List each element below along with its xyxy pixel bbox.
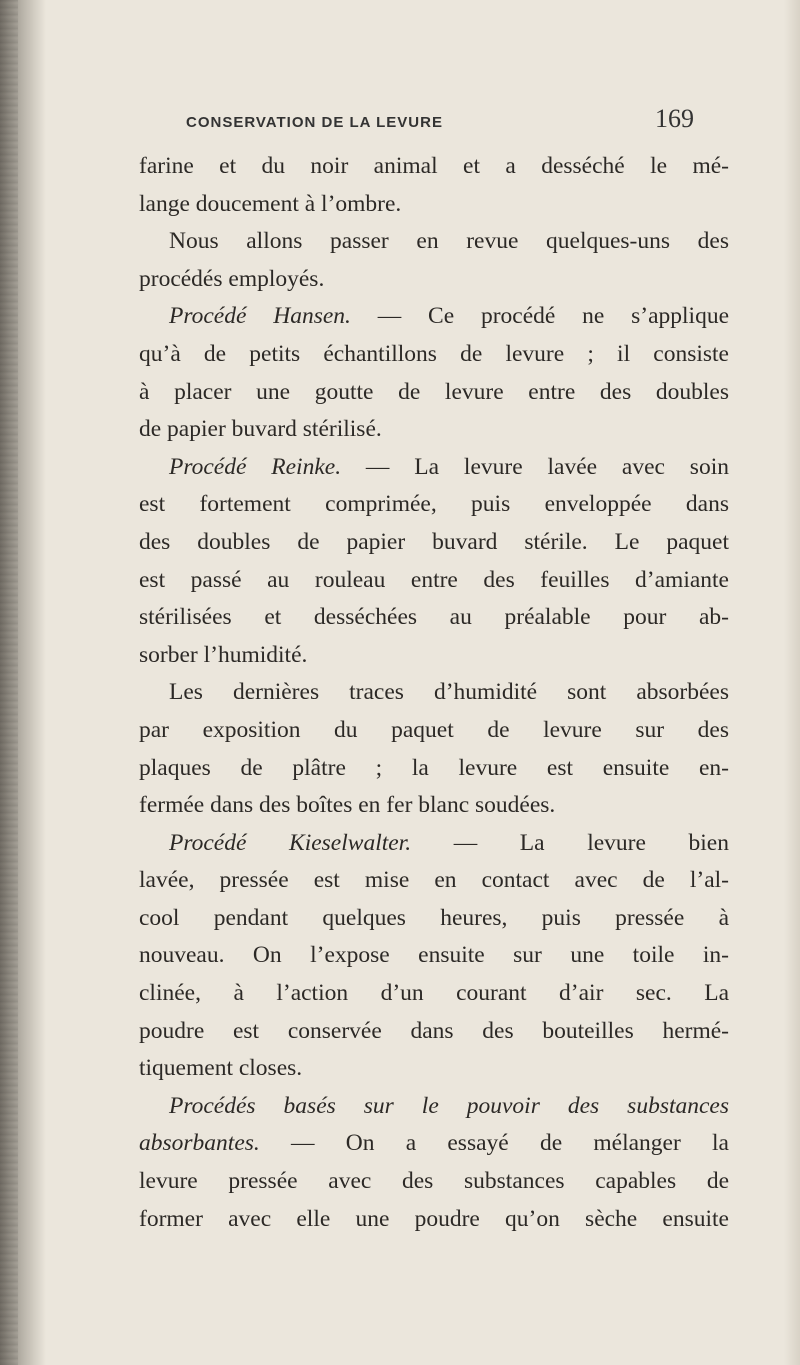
line-text: clinée, à l’action d’un courant d’air sec. La bbox=[139, 980, 729, 1007]
text-line bbox=[139, 486, 729, 524]
text-line bbox=[139, 712, 729, 750]
line-text: des doubles de papier buvard stérile. Le paquet bbox=[139, 528, 729, 555]
text-line bbox=[139, 674, 729, 712]
text-line bbox=[139, 449, 729, 487]
line-text: farine et du noir animal et a desséché le mé- bbox=[139, 153, 729, 179]
italic-heading: Procédé Hansen. bbox=[169, 303, 351, 330]
italic-heading: Procédé Reinke. bbox=[169, 453, 342, 480]
text-line bbox=[139, 1050, 729, 1088]
line-text: levure pressée avec des substances capables de bbox=[139, 1168, 729, 1195]
line-text: plaques de plâtre ; la levure est ensuite en- bbox=[139, 754, 729, 781]
text-line bbox=[139, 599, 729, 637]
line-text: cool pendant quelques heures, puis pressée à bbox=[139, 904, 729, 931]
text-line bbox=[139, 562, 729, 600]
binding-shadow bbox=[0, 0, 46, 1365]
line-text: — La levure bien bbox=[411, 829, 729, 856]
text-line bbox=[139, 1201, 729, 1239]
line-text: est fortement comprimée, puis enveloppée dans bbox=[139, 491, 729, 518]
line-text: — On a essayé de mélanger la bbox=[259, 1130, 729, 1157]
text-line bbox=[139, 975, 729, 1013]
line-text: procédés employés. bbox=[139, 265, 325, 292]
text-line bbox=[139, 750, 729, 788]
line-text: est passé au rouleau entre des feuilles d’amiante bbox=[139, 566, 729, 593]
line-text: — La levure lavée avec soin bbox=[341, 453, 729, 480]
italic-heading: absorbantes. bbox=[139, 1130, 260, 1157]
line-text: tiquement closes. bbox=[139, 1055, 303, 1082]
running-head: CONSERVATION DE LA LEVURE bbox=[186, 114, 443, 131]
line-text: de papier buvard stérilisé. bbox=[139, 416, 382, 443]
line-text: sorber l’humidité. bbox=[139, 641, 308, 668]
italic-heading: Procédé Kieselwalter. bbox=[169, 829, 412, 856]
text-line bbox=[139, 148, 729, 186]
text-line bbox=[139, 937, 729, 975]
line-text: Nous allons passer en revue quelques-uns des bbox=[169, 228, 729, 255]
text-line bbox=[139, 223, 729, 261]
line-text: fermée dans des boîtes en fer blanc soudées. bbox=[139, 792, 556, 819]
text-line bbox=[139, 900, 729, 938]
text-line bbox=[139, 374, 729, 412]
text-line bbox=[139, 862, 729, 900]
body-text bbox=[139, 148, 729, 1238]
text-line bbox=[139, 1125, 729, 1163]
line-text: poudre est conservée dans des bouteilles hermé- bbox=[139, 1017, 729, 1044]
text-line bbox=[139, 261, 729, 299]
line-text: par exposition du paquet de levure sur des bbox=[139, 716, 729, 743]
line-text: qu’à de petits échantillons de levure ; il consiste bbox=[139, 340, 729, 367]
line-text: à placer une goutte de levure entre des doubles bbox=[139, 378, 729, 405]
text-line bbox=[139, 1088, 729, 1126]
line-text: lavée, pressée est mise en contact avec de l’al- bbox=[139, 867, 729, 894]
line-text: stérilisées et desséchées au préalable pour ab- bbox=[139, 604, 729, 631]
text-line bbox=[139, 411, 729, 449]
text-line bbox=[139, 637, 729, 675]
text-line bbox=[139, 336, 729, 374]
text-line bbox=[139, 825, 729, 863]
line-text: — Ce procédé ne s’applique bbox=[350, 303, 729, 330]
text-line bbox=[139, 787, 729, 825]
text-line bbox=[139, 1163, 729, 1201]
page-edge bbox=[784, 0, 800, 1365]
text-line bbox=[139, 298, 729, 336]
line-text: lange doucement à l’ombre. bbox=[139, 190, 402, 217]
text-line bbox=[139, 1013, 729, 1051]
line-text: nouveau. On l’expose ensuite sur une toile in- bbox=[139, 942, 729, 969]
line-text: Les dernières traces d’humidité sont absorbées bbox=[169, 679, 729, 706]
line-text: former avec elle une poudre qu’on sèche ensuite bbox=[139, 1205, 729, 1232]
italic-heading: Procédés basés sur le pouvoir des substances bbox=[169, 1092, 729, 1119]
page-number: 169 bbox=[655, 104, 694, 133]
text-line bbox=[139, 524, 729, 562]
text-line bbox=[139, 186, 729, 224]
